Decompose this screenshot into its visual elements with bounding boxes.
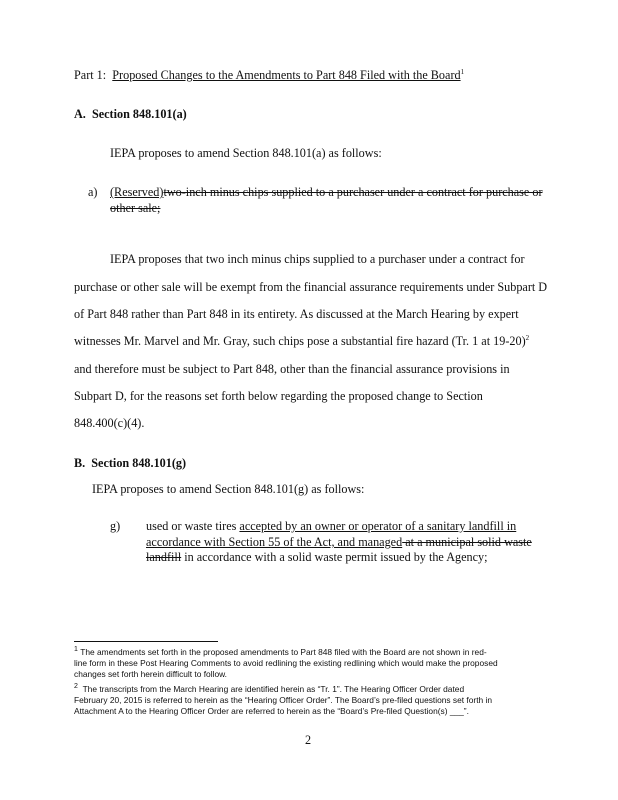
inserted-text-1: accepted by an owner or operator of a sanitary landfill in xyxy=(239,519,517,533)
footnote-2-line-1 xyxy=(74,684,464,695)
section-a-heading xyxy=(74,107,187,122)
deleted-text-4: landfill xyxy=(146,550,182,564)
section-a-intro: IEPA proposes to amend Section 848.101(a) as follows: xyxy=(110,146,382,160)
section-b-title: Section 848.101(g) xyxy=(91,456,187,470)
para-line-3: of Part 848 rather than Part 848 in its entirety. As discussed at the March Hearing by expert xyxy=(74,307,519,321)
plain-text-1: used or waste tires xyxy=(146,519,240,533)
deleted-text-3: at a municipal solid waste xyxy=(402,535,532,549)
footnote-1-line-2: line form in these Post Hearing Comments to avoid redlining the existing redlining which would make the proposed xyxy=(74,658,498,668)
footnote-ref-2: 2 xyxy=(525,333,530,342)
footnote-2-mark: 2 xyxy=(74,683,78,691)
inserted-reserved: (Reserved) xyxy=(110,185,164,199)
section-b-label: B. xyxy=(74,456,86,470)
section-b-item-line-3 xyxy=(146,550,488,565)
plain-text-2: in accordance with a solid waste permit issued by the Agency; xyxy=(181,550,488,564)
part-heading xyxy=(74,68,464,83)
footnote-1-line-3: changes set forth herein difficult to follow. xyxy=(74,669,228,679)
footnote-1-mark: 1 xyxy=(74,646,78,654)
section-b-intro: IEPA proposes to amend Section 848.101(g) as follows: xyxy=(92,482,365,496)
para-line-4 xyxy=(74,334,529,349)
section-b-item-line-1 xyxy=(146,519,516,534)
para-line-6: Subpart D, for the reasons set forth below regarding the proposed change to Section xyxy=(74,389,483,403)
part-title: Proposed Changes to the Amendments to Part 848 Filed with the Board xyxy=(112,68,461,82)
footnote-2-text-1: The transcripts from the March Hearing are identified herein as “Tr. 1”. The Hearing Officer Order dated xyxy=(82,684,465,694)
footnote-2-line-3: Attachment A to the Hearing Officer Order are referred to herein as the “Board’s Pre-filed Question(s) ___”. xyxy=(74,706,469,716)
footnote-1-text-1: The amendments set forth in the proposed amendments to Part 848 filed with the Board are not shown in red- xyxy=(80,647,487,657)
para-line-1: IEPA proposes that two inch minus chips supplied to a purchaser under a contract for xyxy=(110,252,525,266)
deleted-text-1: two-inch minus chips supplied to a purchaser under a contract for purchase or xyxy=(163,185,543,199)
deleted-text-2: other sale; xyxy=(110,201,161,215)
footnote-ref-1: 1 xyxy=(460,67,465,76)
section-a-item-line-1 xyxy=(110,185,543,200)
para-line-2: purchase or other sale will be exempt from the financial assurance requirements under Subpart D xyxy=(74,280,548,294)
page-number: 2 xyxy=(305,733,312,747)
para-line-7: 848.400(c)(4). xyxy=(74,416,145,430)
footnote-1-line-1 xyxy=(74,647,487,658)
section-a-title: Section 848.101(a) xyxy=(91,107,187,121)
section-b-item-letter: g) xyxy=(110,519,121,533)
section-a-label: A. xyxy=(74,107,86,121)
part-prefix: Part 1: xyxy=(74,68,107,82)
section-a-item-letter: a) xyxy=(88,185,98,199)
para-line-4-text: witnesses Mr. Marvel and Mr. Gray, such chips pose a substantial fire hazard (Tr. 1 at 19-20) xyxy=(74,334,526,348)
section-b-heading xyxy=(74,456,186,471)
section-b-item-line-2 xyxy=(146,535,532,550)
para-line-5: and therefore must be subject to Part 848, other than the financial assurance provisions in xyxy=(74,362,510,376)
footnote-2-line-2: February 20, 2015 is referred to herein as the “Hearing Officer Order”. The Board’s pre-filed questions set forth in xyxy=(74,695,493,705)
footnote-separator xyxy=(74,641,218,642)
inserted-text-2: accordance with Section 55 of the Act, and managed xyxy=(146,535,403,549)
